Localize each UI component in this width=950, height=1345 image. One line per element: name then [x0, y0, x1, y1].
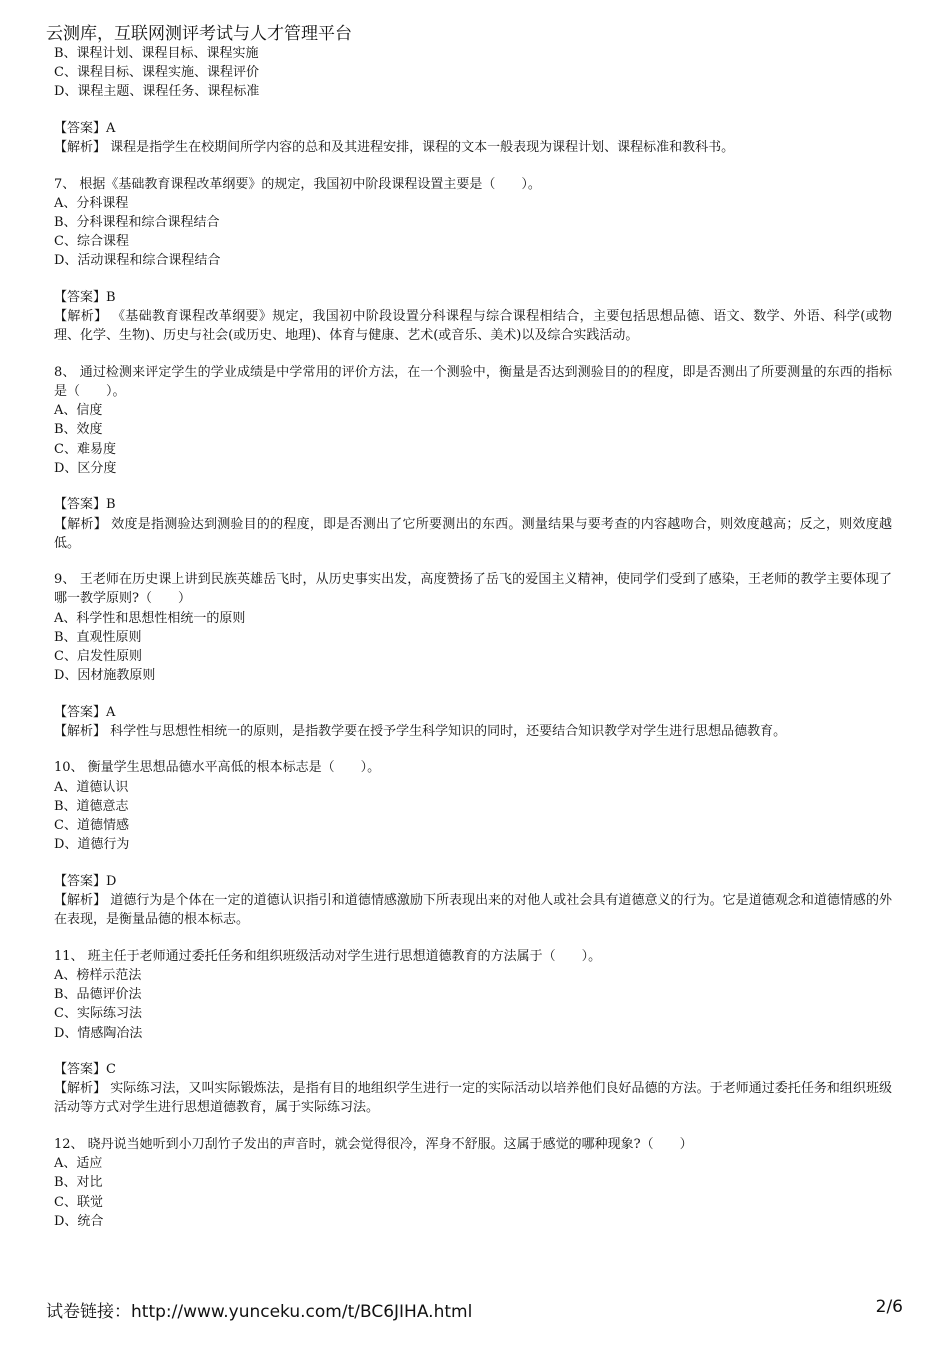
option-d: D、课程主题、课程任务、课程标准 — [54, 84, 260, 100]
option-b: B、品德评价法 — [54, 987, 142, 1003]
option-a: A、信度 — [54, 403, 103, 419]
analysis-text: 【解析】 效度是指测验达到测验目的的程度，即是否测出了它所要测出的东西。测量结果与要考查的内容越吻合，则效度越高；反之，则效度越低。 — [54, 516, 892, 551]
analysis-text: 【解析】 课程是指学生在校期间所学内容的总和及其进程安排，课程的文本一般表现为课程计划、课程标准和教科书。 — [54, 140, 735, 156]
option-a: A、道德认识 — [54, 779, 129, 795]
option-c: C、难易度 — [54, 441, 116, 457]
option-d: D、区分度 — [54, 460, 117, 476]
question-stem: 10、 衡量学生思想品德水平高低的根本标志是（ ）。 — [54, 760, 381, 776]
question-stem: 12、 晓丹说当她听到小刀刮竹子发出的声音时，就会觉得很冷，浑身不舒服。这属于感觉的哪种现象?（ ） — [54, 1136, 693, 1152]
answer-text: 【答案】A — [54, 704, 116, 720]
question-stem: 11、 班主任于老师通过委托任务和组织班级活动对学生进行思想道德教育的方法属于（ ）。 — [54, 948, 602, 964]
answer-text: 【答案】C — [54, 1062, 116, 1077]
analysis-text: 【解析】 科学性与思想性相统一的原则，是指教学要在授予学生科学知识的同时，还要结合知识教学对学生进行思想品德教育。 — [54, 723, 787, 739]
option-c: C、课程目标、课程实施、课程评价 — [54, 65, 259, 81]
question-block-9 — [54, 570, 892, 758]
option-d: D、情感陶冶法 — [54, 1025, 143, 1041]
page-header-title: 云测库，互联网测评考试与人才管理平台 — [46, 24, 352, 44]
question-block-8 — [54, 363, 892, 570]
analysis-text: 【解析】 《基础教育课程改革纲要》规定，我国初中阶段设置分科课程与综合课程相结合，主要包括思想品德、语文、数学、外语、科学(或物理、化学、生物)、历史与社会(或历史、地理)、体育与健康、艺术(或音乐、美术)以及综合实践活动。 — [54, 309, 892, 344]
option-c: C、实际练习法 — [54, 1006, 142, 1022]
option-a: A、分科课程 — [54, 195, 129, 211]
option-a: A、适应 — [54, 1156, 103, 1172]
option-a: A、榜样示范法 — [54, 967, 142, 983]
question-block-7 — [54, 175, 892, 363]
answer-text: 【答案】B — [54, 289, 116, 305]
option-b: B、道德意志 — [54, 798, 129, 814]
option-c: C、道德情感 — [54, 818, 129, 834]
option-d: D、统合 — [54, 1213, 104, 1229]
exam-content — [54, 44, 892, 1231]
answer-text: 【答案】D — [54, 873, 117, 889]
question-block-11 — [54, 947, 892, 1135]
question-block-10 — [54, 758, 892, 946]
answer-text: 【答案】A — [54, 120, 116, 136]
option-b: B、课程计划、课程目标、课程实施 — [54, 46, 259, 61]
analysis-text: 【解析】 道德行为是个体在一定的道德认识指引和道德情感激励下所表现出来的对他人或社会具有道德意义的行为。它是道德观念和道德情感的外在表现，是衡量品德的根本标志。 — [54, 892, 892, 928]
question-stem: 9、 王老师在历史课上讲到民族英雄岳飞时，从历史事实出发，高度赞扬了岳飞的爱国主义精神，使同学们受到了感染，王老师的教学主要体现了哪一教学原则?（ ） — [54, 572, 892, 607]
option-c: C、综合课程 — [54, 234, 129, 250]
option-b: B、直观性原则 — [54, 629, 142, 645]
question-stem: 7、 根据《基础教育课程改革纲要》的规定，我国初中阶段课程设置主要是（ ）。 — [54, 176, 541, 192]
option-a: A、科学性和思想性相统一的原则 — [54, 610, 246, 626]
option-d: D、道德行为 — [54, 837, 130, 853]
option-d: D、因材施教原则 — [54, 668, 156, 684]
question-block-12 — [54, 1135, 892, 1231]
analysis-text: 【解析】 实际练习法，又叫实际锻炼法，是指有目的地组织学生进行一定的实际活动以培养他们良好品德的方法。于老师通过委托任务和组织班级活动等方式对学生进行思想道德教育，属于实际练习法。 — [54, 1081, 892, 1116]
option-c: C、启发性原则 — [54, 649, 142, 665]
option-d: D、活动课程和综合课程结合 — [54, 253, 221, 269]
option-b: B、分科课程和综合课程结合 — [54, 215, 220, 231]
option-b: B、对比 — [54, 1175, 103, 1191]
page-number: 2/6 — [875, 1297, 903, 1317]
answer-text: 【答案】B — [54, 497, 116, 513]
question-stem: 8、 通过检测来评定学生的学业成绩是中学常用的评价方法，在一个测验中，衡量是否达到测验目的的程度，即是否测出了所要测量的东西的指标是（ ）。 — [54, 364, 892, 400]
option-c: C、联觉 — [54, 1194, 103, 1210]
prev-question-block — [54, 44, 892, 175]
exam-link[interactable]: 试卷链接：http://www.yunceku.com/t/BC6JIHA.html — [46, 1302, 473, 1322]
option-b: B、效度 — [54, 422, 103, 438]
